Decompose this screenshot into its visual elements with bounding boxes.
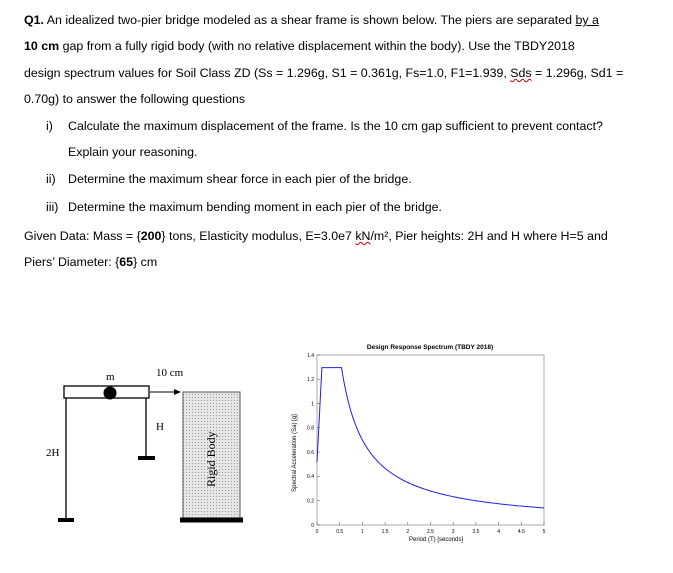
question-line-2: 10 cm gap from a fully rigid body (with no relative displacement within the body). Use the TBDY2018 bbox=[24, 39, 575, 53]
chart-ylabel: Spectral Acceleration (Sa) [g] bbox=[292, 414, 298, 492]
plot-frame bbox=[317, 355, 544, 525]
given-line-2: Piers’ Diameter: {65} cm bbox=[24, 255, 158, 269]
short-pier-label: H bbox=[156, 421, 164, 433]
x-tick-label-0: 0 bbox=[315, 529, 319, 535]
y-tick-label-1: 0.2 bbox=[307, 498, 314, 505]
x-tick-label-6: 3 bbox=[451, 529, 455, 535]
y-tick-label-7: 1.4 bbox=[307, 352, 314, 359]
y-tick-label-2: 0.4 bbox=[307, 474, 314, 481]
x-tick-label-4: 2 bbox=[406, 529, 410, 535]
question-line-1: Q1. An idealized two-pier bridge modeled as a shear frame is shown below. The piers are separated by a bbox=[24, 13, 599, 27]
item-iii: iii) Determine the maximum bending moment in each pier of the bridge. bbox=[46, 200, 442, 214]
y-tick-label-6: 1.2 bbox=[307, 377, 314, 384]
x-tick-label-2: 1 bbox=[361, 529, 364, 535]
chart-xlabel: Period (T) [seconds] bbox=[408, 537, 464, 543]
shear-frame-diagram bbox=[0, 355, 260, 555]
tall-pier-label: 2H bbox=[46, 447, 60, 459]
y-tick-label-0: 0 bbox=[311, 522, 314, 529]
x-tick-label-10: 5 bbox=[542, 529, 546, 535]
question-line-4: 0.70g) to answer the following questions bbox=[24, 92, 246, 106]
chart-title: Design Response Spectrum (TBDY 2018) bbox=[366, 344, 494, 351]
mass-label: m bbox=[106, 371, 115, 383]
x-tick-label-7: 3.5 bbox=[472, 529, 480, 535]
x-tick-label-8: 4 bbox=[497, 529, 500, 535]
x-tick-label-1: 0.5 bbox=[336, 529, 344, 535]
rigid-body-label: Rigid Body bbox=[204, 431, 218, 487]
item-ii: ii) Determine the maximum shear force in each pier of the bridge. bbox=[46, 172, 412, 186]
item-i: i) Calculate the maximum displacement of the frame. Is the 10 cm gap sufficient to prevent contact? bbox=[46, 119, 603, 133]
gap-arrow-head bbox=[174, 389, 181, 395]
question-number: Q1. bbox=[24, 13, 44, 27]
response-spectrum-chart bbox=[280, 338, 580, 558]
mass-dot bbox=[104, 387, 117, 400]
y-tick-label-5: 1 bbox=[311, 401, 314, 408]
x-tick-label-5: 2.5 bbox=[427, 529, 434, 535]
y-tick-label-3: 0.6 bbox=[307, 449, 314, 456]
item-i-continued: Explain your reasoning. bbox=[68, 145, 198, 159]
spectrum-line-0 bbox=[317, 368, 544, 508]
x-tick-label-9: 4.5 bbox=[517, 529, 525, 535]
question-line-3: design spectrum values for Soil Class ZD (Ss = 1.296g, S1 = 0.361g, Fs=1.0, F1=1.939, Sds = 1.296g, Sd1 = bbox=[24, 66, 624, 80]
given-line-1: Given Data: Mass = {200} tons, Elasticity modulus, E=3.0e7 kN/m², Pier heights: 2H and H where H=5 and bbox=[24, 229, 608, 243]
gap-label: 10 cm bbox=[156, 367, 184, 379]
y-tick-label-4: 0.8 bbox=[307, 425, 314, 432]
x-tick-label-3: 1.5 bbox=[381, 529, 389, 535]
